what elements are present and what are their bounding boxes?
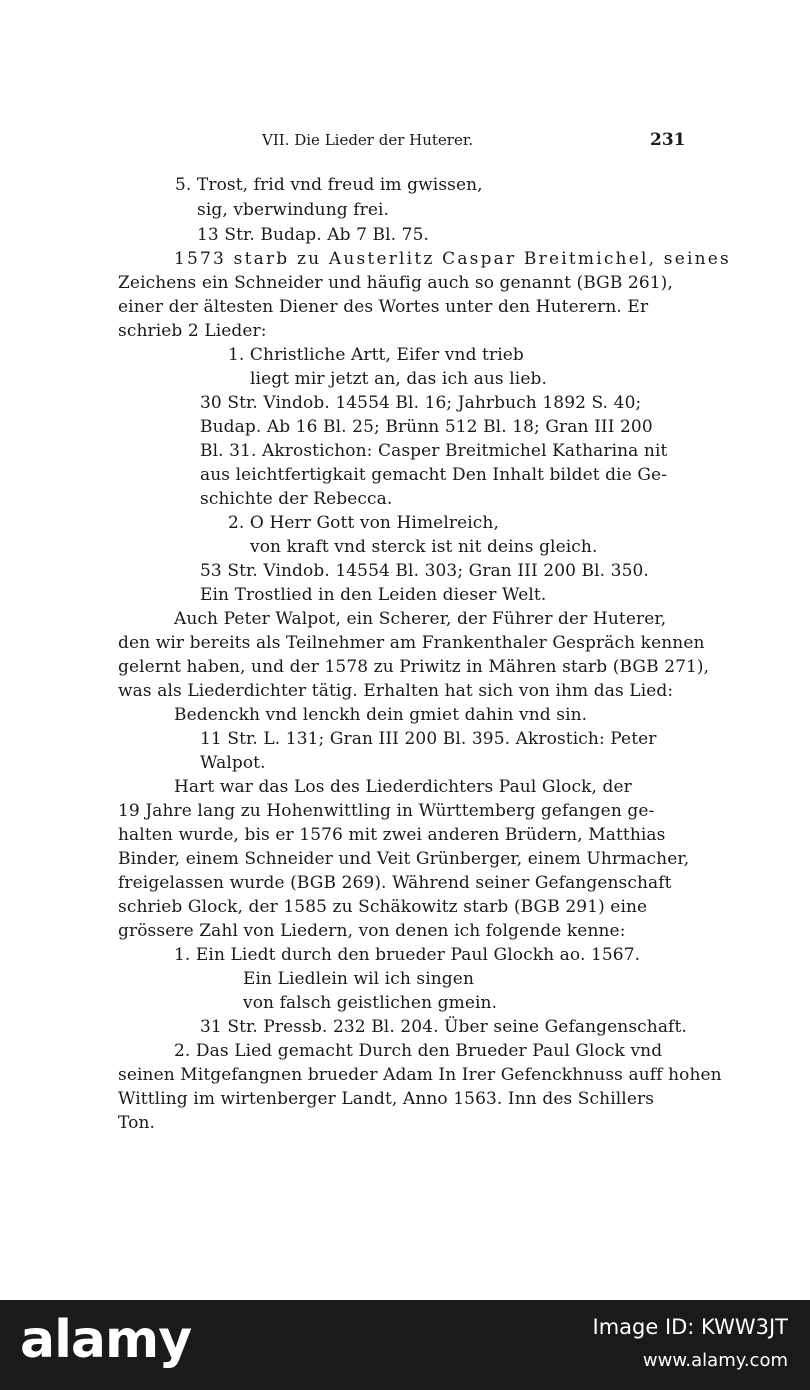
text-line: Ein Trostlied in den Leiden dieser Welt.	[200, 585, 547, 605]
text-line: 31 Str. Pressb. 232 Bl. 204. Über seine Gefangenschaft.	[200, 1017, 687, 1037]
text-line: Zeichens ein Schneider und häufig auch so genannt (BGB 261),	[118, 273, 673, 293]
text-line: Bl. 31. Akrostichon: Casper Breitmichel Katharina nit	[200, 441, 668, 461]
text-line: Hart war das Los des Liederdichters Paul Glock, der	[174, 777, 632, 797]
text-line: 53 Str. Vindob. 14554 Bl. 303; Gran III 200 Bl. 350.	[200, 561, 649, 581]
text-line: schrieb Glock, der 1585 zu Schäkowitz starb (BGB 291) eine	[118, 897, 648, 917]
text-line: von kraft vnd sterck ist nit deins gleich.	[250, 537, 598, 557]
text-line: Walpot.	[200, 753, 266, 773]
watermark-url: www.alamy.com	[642, 1350, 788, 1371]
text-line: schichte der Rebecca.	[200, 489, 393, 509]
running-title: VII. Die Lieder der Huterer.	[262, 131, 474, 149]
text-line: 30 Str. Vindob. 14554 Bl. 16; Jahrbuch 1892 S. 40;	[200, 393, 642, 413]
text-line: Bedenckh vnd lenckh dein gmiet dahin vnd sin.	[174, 705, 588, 725]
text-line: 19 Jahre lang zu Hohenwittling in Württemberg gefangen ge-	[118, 801, 655, 821]
text-line: Budap. Ab 16 Bl. 25; Brünn 512 Bl. 18; Gran III 200	[200, 417, 653, 437]
text-line: aus leichtfertigkait gemacht Den Inhalt bildet die Ge-	[200, 465, 668, 485]
text-line: seinen Mitgefangnen brueder Adam In Irer Gefenckhnuss auff hohen	[118, 1065, 722, 1085]
text-line: 13 Str. Budap. Ab 7 Bl. 75.	[197, 225, 429, 245]
text-line: Ton.	[118, 1113, 156, 1133]
text-line: liegt mir jetzt an, das ich aus lieb.	[250, 369, 547, 389]
text-line: 2. Das Lied gemacht Durch den Brueder Paul Glock vnd	[174, 1041, 663, 1061]
text-line: den wir bereits als Teilnehmer am Frankenthaler Gespräch kennen	[118, 633, 705, 653]
text-line: 1573 starb zu Austerlitz Caspar Breitmichel, seines	[174, 249, 731, 269]
text-line: freigelassen wurde (BGB 269). Während seiner Gefangenschaft	[118, 873, 672, 893]
text-line: sig, vberwindung frei.	[197, 200, 390, 220]
text-line: 1. Christliche Artt, Eifer vnd trieb	[228, 345, 524, 365]
text-line: Wittling im wirtenberger Landt, Anno 1563. Inn des Schillers	[118, 1089, 655, 1109]
text-line: Auch Peter Walpot, ein Scherer, der Führer der Huterer,	[174, 609, 667, 629]
text-line: schrieb 2 Lieder:	[118, 321, 267, 341]
text-line: einer der ältesten Diener des Wortes unter den Huterern. Er	[118, 297, 649, 317]
text-line: gelernt haben, und der 1578 zu Priwitz in Mähren starb (BGB 271),	[118, 657, 710, 677]
text-line: 1. Ein Liedt durch den brueder Paul Glockh ao. 1567.	[174, 945, 641, 965]
text-line: 5. Trost, frid vnd freud im gwissen,	[175, 175, 483, 195]
text-line: was als Liederdichter tätig. Erhalten hat sich von ihm das Lied:	[118, 681, 674, 701]
text-line: Ein Liedlein wil ich singen	[243, 969, 474, 989]
watermark-image-id: Image ID: KWW3JT	[592, 1315, 788, 1339]
text-line: halten wurde, bis er 1576 mit zwei anderen Brüdern, Matthias	[118, 825, 666, 845]
text-line: grössere Zahl von Liedern, von denen ich folgende kenne:	[118, 921, 626, 941]
text-line: 11 Str. L. 131; Gran III 200 Bl. 395. Akrostich: Peter	[200, 729, 657, 749]
text-line: 2. O Herr Gott von Himelreich,	[228, 513, 499, 533]
page-number: 231	[650, 130, 686, 150]
text-line: von falsch geistlichen gmein.	[243, 993, 498, 1013]
watermark-logo: alamy	[20, 1310, 192, 1370]
text-line: Binder, einem Schneider und Veit Grünberger, einem Uhrmacher,	[118, 849, 690, 869]
